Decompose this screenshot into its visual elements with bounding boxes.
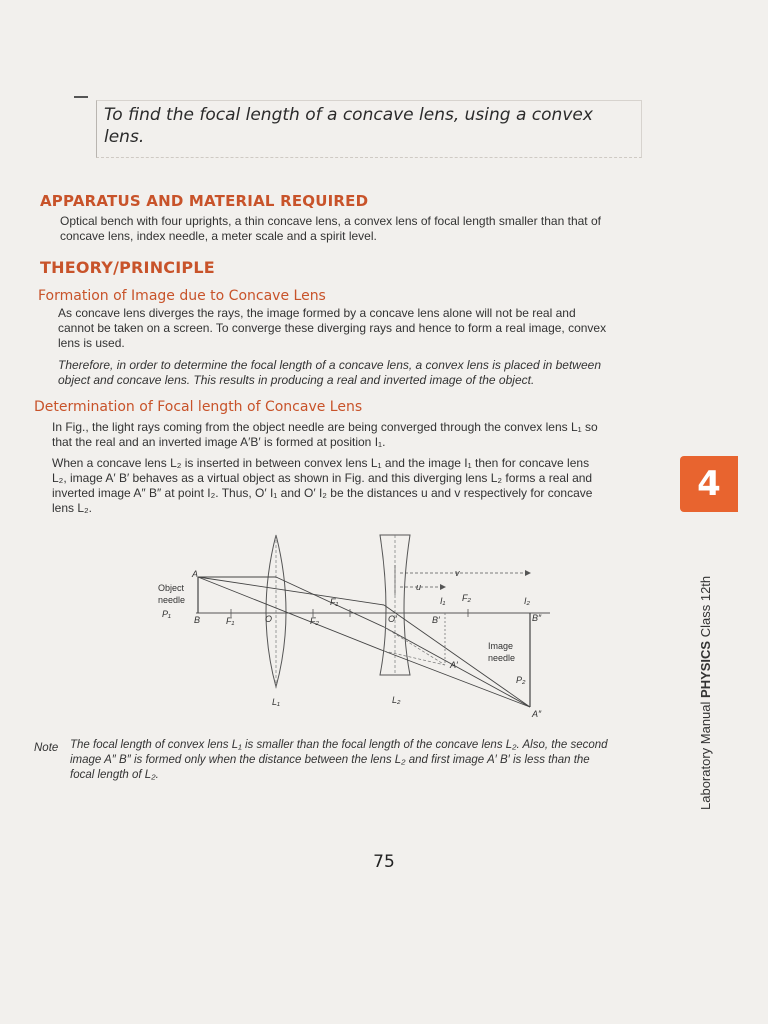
- formation-paragraph-2: [58, 358, 601, 388]
- formation-heading: Formation of Image due to Concave Lens: [38, 288, 326, 304]
- determination-paragraph-2: [52, 456, 592, 516]
- label-image-needle: needle: [488, 653, 516, 663]
- label-f1-right: F₁: [330, 597, 339, 607]
- formation-p1-line-3: lens is used.: [58, 336, 125, 350]
- note-line-3: focal length of L₂.: [70, 769, 159, 781]
- determination-paragraph-1: [52, 420, 598, 450]
- label-p2: P₂: [516, 675, 526, 685]
- label-b-prime: B′: [432, 615, 440, 625]
- label-f1-left: F₁: [226, 616, 235, 626]
- note-body: [70, 738, 730, 783]
- label-o-prime: O′: [388, 614, 397, 624]
- aim-line-2: lens.: [104, 127, 145, 147]
- side-label-main: Laboratory Manual: [698, 701, 713, 810]
- side-label-class: Class 12th: [698, 575, 713, 638]
- label-f2-left: F₂: [310, 616, 319, 626]
- apparatus-line-1: Optical bench with four uprights, a thin concave lens, a convex lens of focal length smaller than that of: [60, 214, 601, 228]
- label-a: A: [192, 569, 199, 579]
- distance-v-arrowhead: [525, 570, 531, 576]
- aim-title: [104, 104, 644, 148]
- chapter-tab: 4: [680, 456, 738, 512]
- label-p1: P₁: [162, 609, 171, 619]
- formation-p2-line-1: Therefore, in order to determine the focal length of a concave lens, a convex lens is placed in between: [58, 358, 601, 372]
- determination-p2-line-1: When a concave lens L₂ is inserted in between convex lens L₁ and the image I₁ then for concave lens: [52, 456, 590, 470]
- theory-heading: THEORY/PRINCIPLE: [40, 258, 215, 277]
- label-image: Image: [488, 641, 514, 651]
- label-b: B: [194, 615, 201, 625]
- label-b-double: B″: [532, 613, 542, 623]
- formation-p1-line-2: cannot be taken on a screen. To converge these diverging rays and hence to form a real image, convex: [58, 321, 607, 335]
- label-u: u: [416, 582, 422, 592]
- margin-dash: [74, 96, 88, 98]
- label-i2: I₂: [524, 596, 530, 606]
- note-line-2: image A″ B″ is formed only when the distance between the lens L₂ and first image A′ B′ is less than the: [70, 754, 590, 766]
- lens-ray-diagram: [150, 525, 570, 725]
- determination-p1-line-1: In Fig., the light rays coming from the object needle are being converged through the convex lens L₁ so: [52, 420, 598, 434]
- label-o: O: [265, 614, 273, 624]
- apparatus-line-2: concave lens, index needle, a meter scale and a spirit level.: [60, 229, 377, 243]
- label-f2-right: F₂: [462, 593, 471, 603]
- distance-u-arrowhead: [440, 584, 446, 590]
- apparatus-heading: APPARATUS AND MATERIAL REQUIRED: [40, 192, 369, 210]
- label-a-prime: A′: [450, 660, 458, 670]
- label-l1: L₁: [272, 697, 280, 707]
- note-label: Note: [34, 742, 59, 754]
- determination-p1-line-2: that the real and an inverted image A′B′ is formed at position I₁.: [52, 435, 386, 449]
- label-l2: L₂: [392, 695, 401, 705]
- formation-p2-line-2: object and concave lens. This results in producing a real and inverted image of the object.: [58, 373, 535, 387]
- ray-3a: [198, 577, 384, 605]
- apparatus-text: [60, 214, 601, 244]
- determination-p2-line-4: lens L₂.: [52, 501, 93, 515]
- determination-p2-line-2: L₂, image A′ B′ behaves as a virtual object as shown in Fig. and this diverging lens L₂ forms a real and: [52, 471, 593, 485]
- formation-paragraph-1: [58, 306, 606, 351]
- formation-p1-line-1: As concave lens diverges the rays, the image formed by a concave lens alone will not be real and: [58, 306, 576, 320]
- determination-p2-line-3: inverted image A″ B″ at point I₂. Thus, O′ I₁ and O′ I₂ be the distances u and v respectively for concave: [52, 486, 593, 500]
- page-number: 75: [373, 852, 395, 872]
- note-line-1: The focal length of convex lens L₁ is smaller than the focal length of the concave lens L₂. Also, the second: [70, 739, 608, 751]
- aim-line-1: To find the focal length of a concave lens, using a convex: [104, 105, 593, 125]
- determination-heading: Determination of Focal length of Concave Lens: [34, 399, 363, 415]
- label-a-double: A″: [532, 709, 542, 719]
- label-i1: I₁: [440, 596, 446, 606]
- label-needle: needle: [158, 595, 186, 605]
- side-label-subject: PHYSICS: [698, 640, 713, 698]
- label-v: v: [455, 568, 460, 578]
- ray-1-extension: [384, 627, 445, 665]
- label-object: Object: [158, 583, 185, 593]
